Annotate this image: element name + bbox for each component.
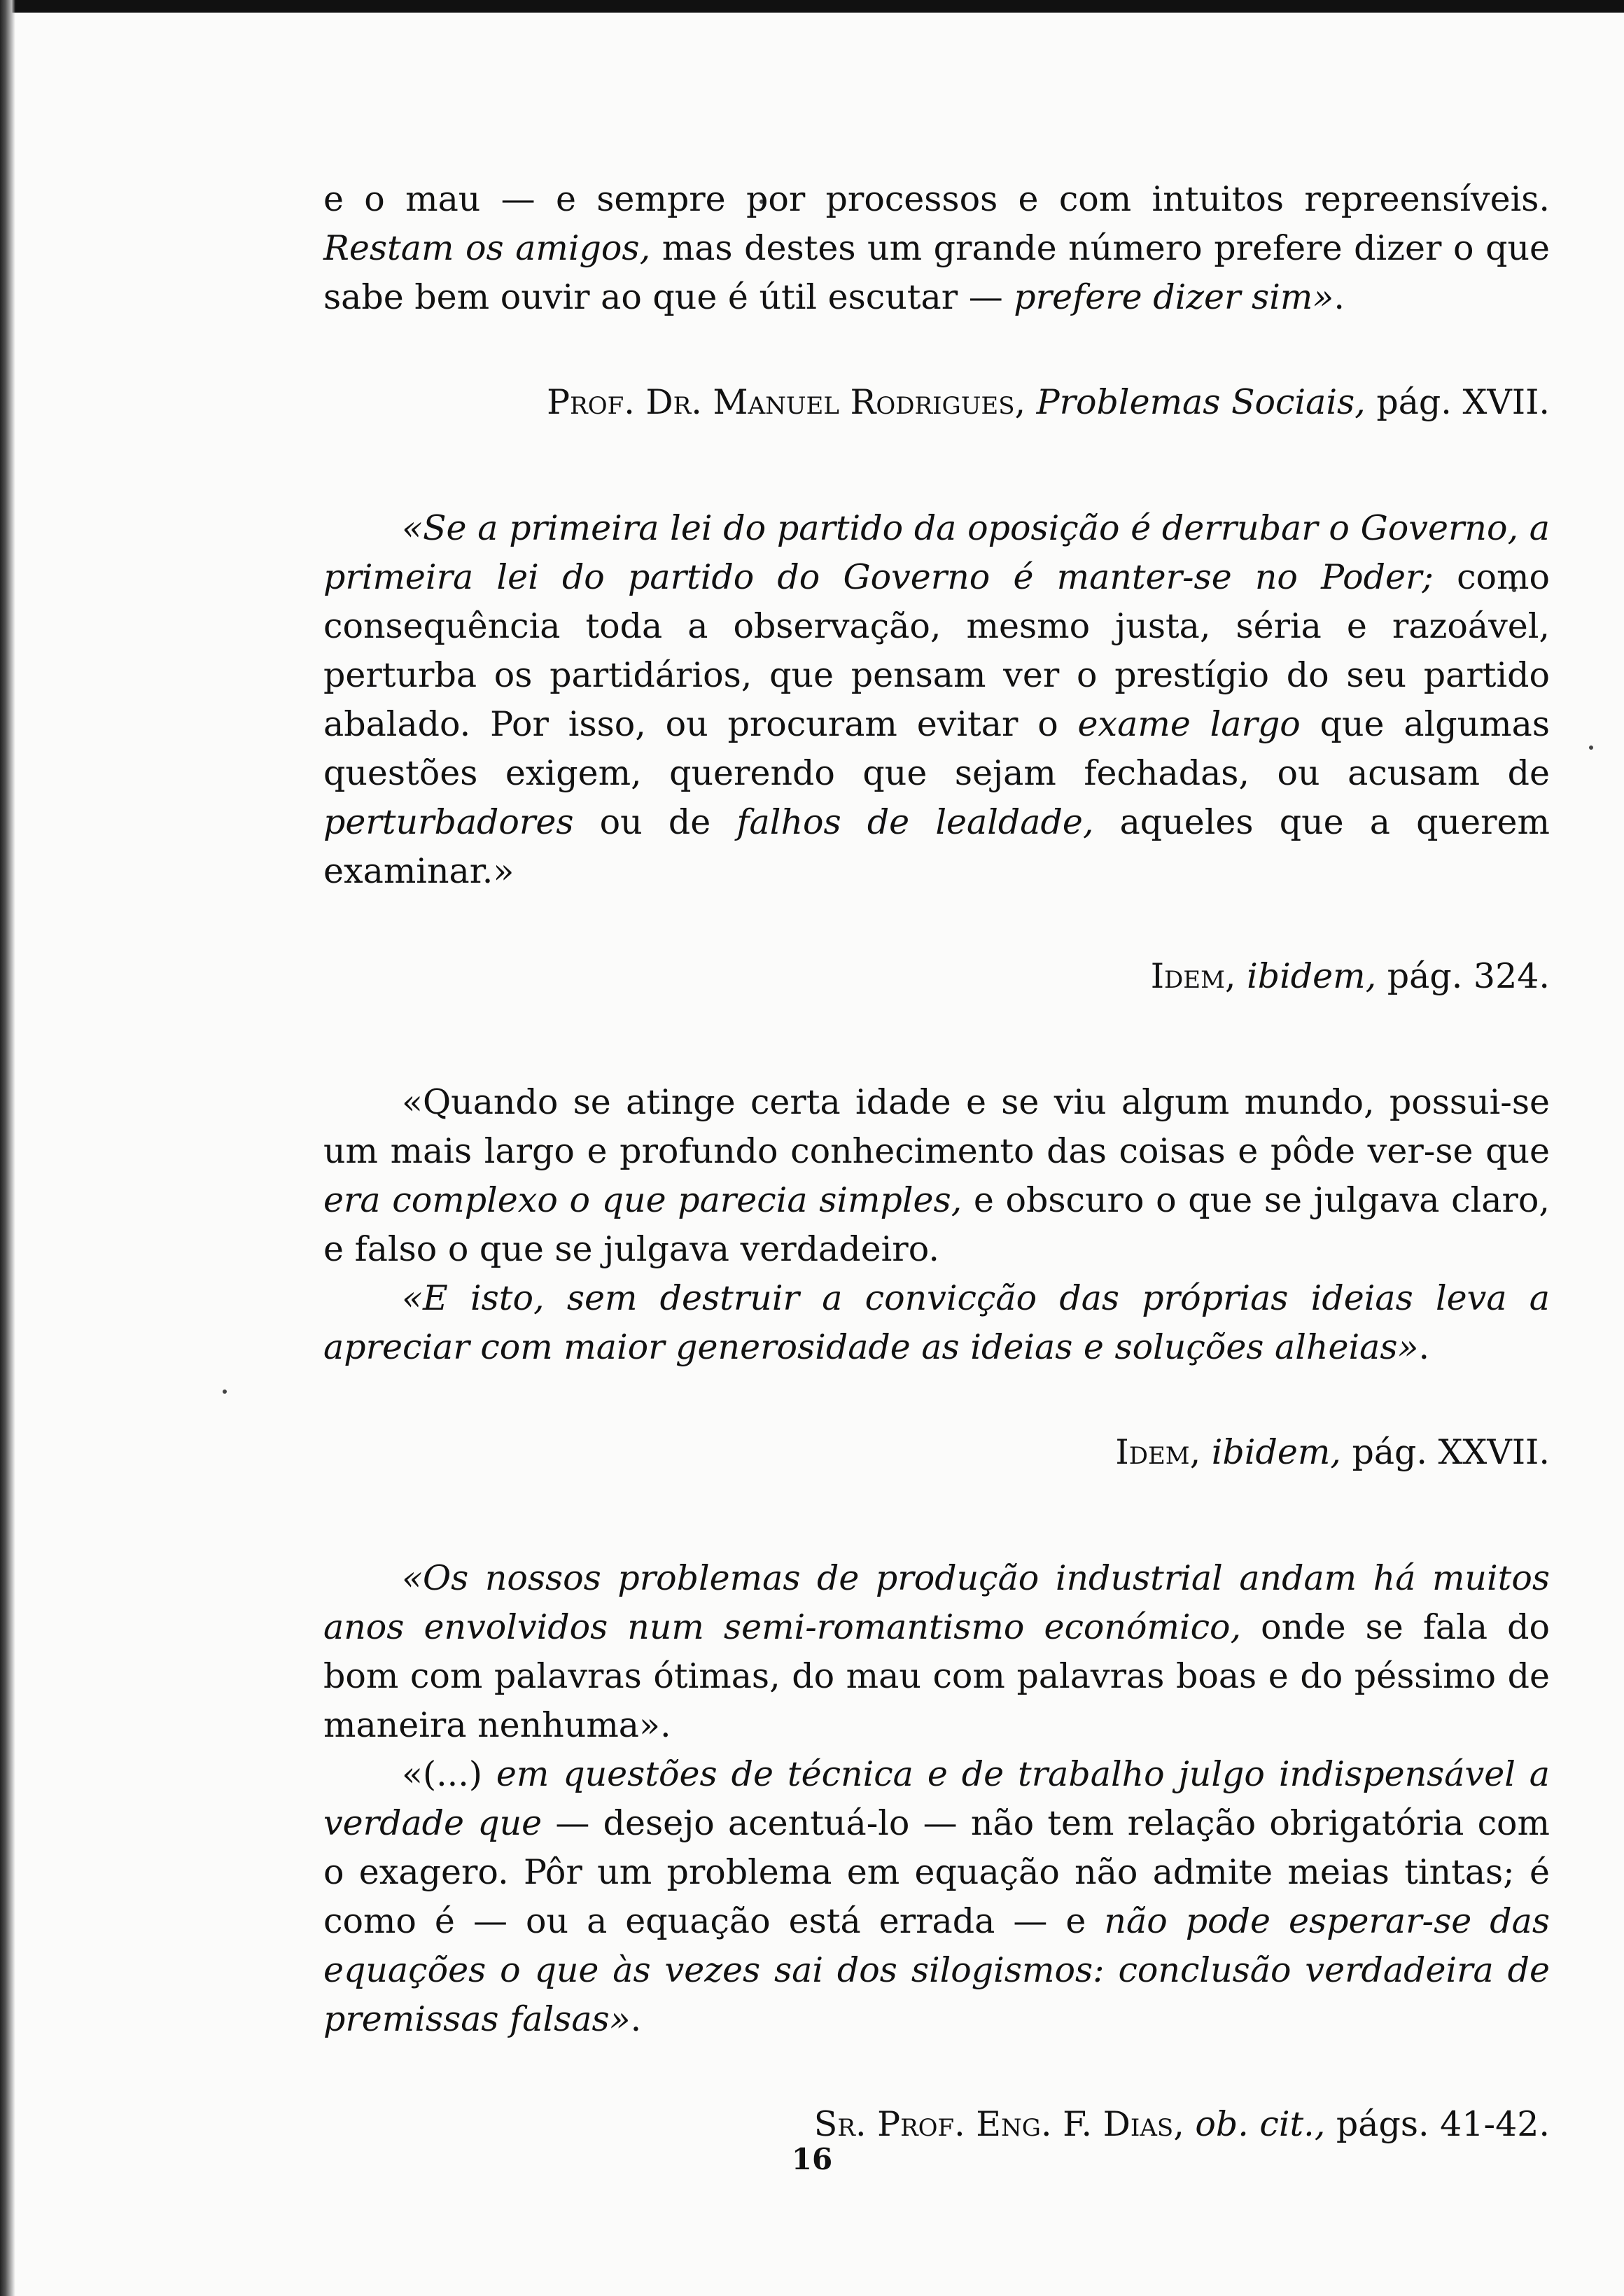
citation-work: Problemas Sociais,	[1036, 382, 1366, 422]
text-run: mas destes um grande número prefere dizer o que sabe bem ouvir ao que é útil escutar —	[323, 228, 1550, 317]
italic-run: era complexo o que parecia simples,	[323, 1180, 962, 1220]
italic-run: exame largo	[1077, 704, 1301, 744]
text-run: .	[1334, 277, 1345, 317]
citation-work: ob. cit.,	[1195, 2104, 1326, 2144]
text-run: aqueles que a querem examinar.»	[323, 802, 1550, 891]
citation-work: ibidem,	[1247, 956, 1377, 996]
text-run: ou de	[573, 802, 737, 842]
scan-left-edge	[0, 0, 15, 2296]
citation-work: ibidem,	[1211, 1432, 1341, 1472]
italic-run: «Os nossos problemas de produção industrial andam há muitos anos envolvidos num semi-romantismo económico,	[323, 1558, 1550, 1647]
page-number: 16	[791, 2142, 833, 2176]
text-run: e o mau — e sempre por processos e com intuitos repreensíveis.	[323, 179, 1550, 219]
citation-author: Idem,	[1150, 956, 1236, 996]
paragraph	[323, 504, 1550, 896]
paragraph	[323, 1274, 1550, 1372]
document-body	[323, 175, 1550, 2149]
paragraph	[323, 1750, 1550, 2044]
text-run: que algumas questões exigem, querendo que sejam fechadas, ou acusam de	[323, 704, 1550, 793]
citation-author: Prof. Dr. Manuel Rodrigues,	[547, 382, 1026, 422]
text-run: — desejo acentuá-lo — não tem relação obrigatória com o exagero. Pôr um problema em equação não admite meias tintas; é como é — ou a equação está errada — e	[323, 1803, 1550, 1941]
text-run: «(...)	[402, 1754, 496, 1794]
text-run: como consequência toda a observação, mesmo justa, séria e razoável, perturba os partidários, que pensam ver o prestígio do seu partido abalado. Por isso, ou procuram evitar o	[323, 557, 1550, 744]
paragraph	[323, 1554, 1550, 1750]
italic-run: «Se a primeira lei do partido da oposição é derrubar o Governo, a primeira lei do partido do Governo é manter-se no Poder;	[323, 508, 1550, 597]
source-citation	[323, 952, 1550, 1001]
text-run: «Quando se atinge certa idade e se viu algum mundo, possui-se um mais largo e profundo conhecimento das coisas e pôde ver-se que	[323, 1082, 1550, 1171]
citation-page: pág. 324.	[1387, 956, 1550, 996]
italic-run: não pode esperar-se das equações o que às vezes sai dos silogismos: conclusão verdadeira de premissas falsas»	[323, 1901, 1550, 2039]
text-run: onde se fala do bom com palavras ótimas, do mau com palavras boas e do péssimo de maneira nenhuma».	[323, 1607, 1550, 1745]
text-run: .	[630, 1999, 642, 2039]
scan-speck	[223, 1390, 227, 1394]
citation-page: pág. XXVII.	[1352, 1432, 1550, 1472]
citation-author: Sr. Prof. Eng. F. Dias,	[813, 2104, 1184, 2144]
italic-run: falhos de lealdade,	[736, 802, 1094, 842]
italic-run: Restam os amigos,	[323, 228, 651, 268]
italic-run: em questões de técnica e de trabalho julgo indispensável a verdade que	[323, 1754, 1550, 1843]
text-run: .	[1418, 1327, 1430, 1367]
source-citation	[323, 1428, 1550, 1477]
source-citation	[323, 378, 1550, 427]
text-run: e obscuro o que se julgava claro, e falso o que se julgava verdadeiro.	[323, 1180, 1550, 1269]
citation-page: pág. XVII.	[1376, 382, 1550, 422]
paragraph	[323, 1078, 1550, 1274]
italic-run: perturbadores	[323, 802, 574, 842]
scan-top-edge	[0, 0, 1624, 13]
citation-page: págs. 41-42.	[1336, 2104, 1550, 2144]
scan-speck	[1589, 746, 1593, 750]
italic-run: prefere dizer sim»	[1014, 277, 1334, 317]
italic-run: «E isto, sem destruir a convicção das próprias ideias leva a apreciar com maior generosidade as ideias e soluções alheias»	[323, 1278, 1550, 1367]
paragraph	[323, 175, 1550, 322]
citation-author: Idem,	[1115, 1432, 1201, 1472]
